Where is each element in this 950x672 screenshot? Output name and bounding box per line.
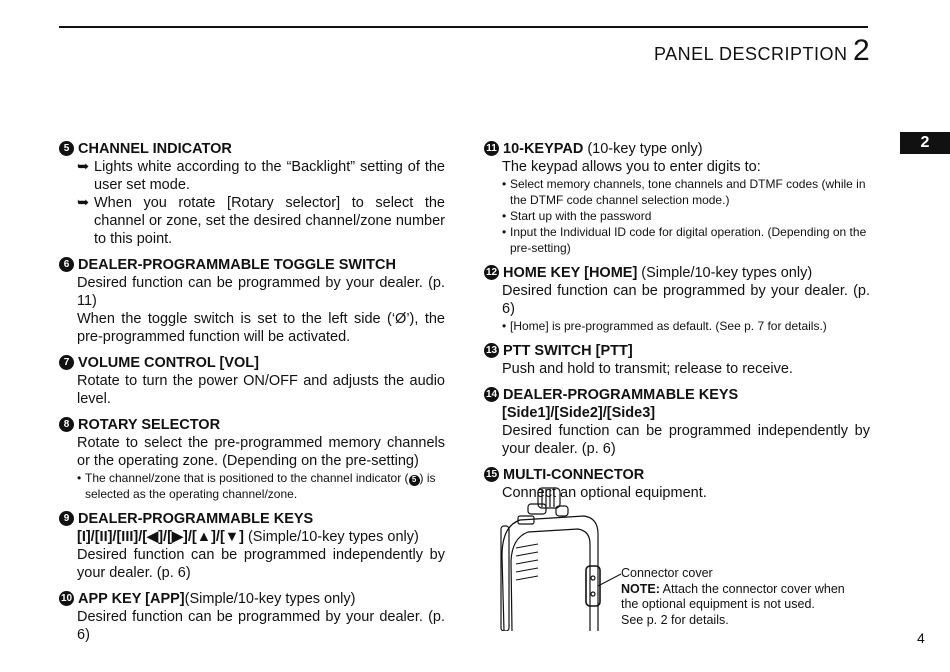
chapter-tab[interactable]: 2 bbox=[900, 132, 950, 154]
section-heading: ROTARY SELECTOR bbox=[78, 417, 221, 433]
header-rule bbox=[59, 26, 868, 28]
paragraph: Desired function can be programmed by your dealer. (p. 6) bbox=[77, 609, 445, 643]
bullet-item: • Input the Individual ID code for digital operation. (Depending on the pre-setting) bbox=[502, 225, 867, 255]
section-volume-control bbox=[59, 354, 445, 408]
paragraph: Push and hold to transmit; release to receive. bbox=[502, 361, 793, 377]
section-10-keypad: 11 10-KEYPAD (10-key type only) The keypad allows you to enter digits to: • Select memory channels, tone channels and DTMF codes (while in the DTMF code channel selection mode.) • Start up with the password • Input the Individual ID code for digital operation. (Depending on the pre-setting) bbox=[484, 140, 870, 256]
left-column bbox=[59, 140, 445, 652]
item-number-badge: 14 bbox=[484, 387, 499, 402]
note-label: NOTE: bbox=[621, 581, 660, 596]
bullet-item: • Select memory channels, tone channels and DTMF codes (while in the DTMF code channel selection mode.) bbox=[502, 177, 866, 207]
bullet-item: • Start up with the password bbox=[502, 209, 652, 223]
item-number-badge: 12 bbox=[484, 265, 499, 280]
section-title: PANEL DESCRIPTION bbox=[654, 44, 848, 64]
section-home-key: 12 HOME KEY [HOME] (Simple/10-key types only) Desired function can be programmed by your dealer. (p. 6) • [Home] is pre-programmed as default. (See p. 7 for details.) bbox=[485, 265, 870, 333]
item-number-badge: 5 bbox=[59, 141, 74, 156]
page-number: 4 bbox=[917, 630, 925, 646]
item-number-badge: 8 bbox=[59, 417, 74, 432]
section-heading: DEALER-PROGRAMMABLE KEYS bbox=[503, 387, 739, 403]
paragraph: Rotate to select the pre-programmed memory channels or the operating zone. (Depending on the pre-setting) bbox=[77, 435, 445, 469]
radio-illustration bbox=[498, 486, 623, 631]
section-heading: APP KEY [APP] bbox=[78, 591, 185, 607]
paragraph: Desired function can be programmed by your dealer. (p. 11) bbox=[77, 275, 445, 309]
right-column bbox=[484, 140, 870, 510]
arrow-item: ➥ Lights white according to the “Backlight” setting of the user set mode. bbox=[77, 159, 445, 193]
connector-callout: Connector cover NOTE: Attach the connector cover when the optional equipment is not used. See p. 2 for details. bbox=[621, 566, 861, 628]
section-heading: 10-KEYPAD bbox=[503, 141, 584, 157]
paragraph: Rotate to turn the power ON/OFF and adjusts the audio level. bbox=[77, 373, 445, 407]
paragraph: Desired function can be programmed by your dealer. (p. 6) bbox=[502, 283, 870, 317]
section-subheading: [Side1]/[Side2]/[Side3] bbox=[502, 405, 656, 421]
section-side-keys bbox=[484, 386, 870, 458]
bullet-item: • [Home] is pre-programmed as default. (See p. 7 for details.) bbox=[502, 319, 827, 333]
section-rotary-selector bbox=[59, 416, 445, 502]
chapter-number: 2 bbox=[853, 34, 870, 67]
section-heading: DEALER-PROGRAMMABLE TOGGLE SWITCH bbox=[78, 257, 396, 273]
section-app-key: 10 APP KEY [APP] (Simple/10-key types only) Desired function can be programmed by your dealer. (p. 6) bbox=[60, 591, 445, 643]
paragraph: When the toggle switch is set to the left side (‘Ø’), the pre-programmed function will be activated. bbox=[77, 311, 445, 345]
section-channel-indicator bbox=[59, 140, 445, 248]
item-number-badge: 6 bbox=[59, 257, 74, 272]
bullet-item: • The channel/zone that is positioned to the channel indicator ( 5 ) is selected as the operating channel/zone. bbox=[77, 471, 436, 501]
key-list: [I]/[II]/[III]/[◀]/[▶]/[▲]/[▼] bbox=[77, 529, 244, 545]
arrow-item: ➥ When you rotate [Rotary selector] to select the channel or zone, set the desired channel/zone number to this point. bbox=[77, 195, 445, 247]
arrow-bullet-icon: ➥ bbox=[77, 195, 90, 211]
arrow-bullet-icon: ➥ bbox=[77, 159, 90, 175]
callout-label: Connector cover bbox=[621, 566, 713, 580]
section-heading: MULTI-CONNECTOR bbox=[503, 467, 645, 483]
section-dealer-keys: 9 DEALER-PROGRAMMABLE KEYS [I]/[II]/[III]/[◀]/[▶]/[▲]/[▼] (Simple/10-key types only) Desired function can be programmed independently by your dealer. (p. 6) bbox=[59, 510, 445, 582]
item-number-badge: 11 bbox=[484, 141, 499, 156]
section-heading: VOLUME CONTROL [VOL] bbox=[78, 355, 259, 371]
paragraph: The keypad allows you to enter digits to: bbox=[502, 159, 761, 175]
item-number-badge: 10 bbox=[59, 591, 74, 606]
section-heading: PTT SWITCH [PTT] bbox=[503, 343, 633, 359]
paragraph: Desired function can be programmed independently by your dealer. (p. 6) bbox=[502, 423, 870, 457]
item-number-badge: 13 bbox=[484, 343, 499, 358]
item-number-badge: 7 bbox=[59, 355, 74, 370]
section-heading: DEALER-PROGRAMMABLE KEYS bbox=[78, 511, 314, 527]
callout-see: See p. 2 for details. bbox=[621, 612, 729, 627]
section-toggle-switch bbox=[59, 256, 445, 346]
item-number-badge: 5 bbox=[409, 475, 420, 486]
paragraph: Desired function can be programmed independently by your dealer. (p. 6) bbox=[77, 547, 445, 581]
item-number-badge: 15 bbox=[484, 467, 499, 482]
section-ptt-switch bbox=[484, 342, 870, 378]
item-number-badge: 9 bbox=[59, 511, 74, 526]
section-heading: CHANNEL INDICATOR bbox=[78, 141, 232, 157]
section-heading: HOME KEY [HOME] bbox=[503, 265, 638, 281]
paragraph: Connect an optional equipment. bbox=[502, 485, 707, 501]
